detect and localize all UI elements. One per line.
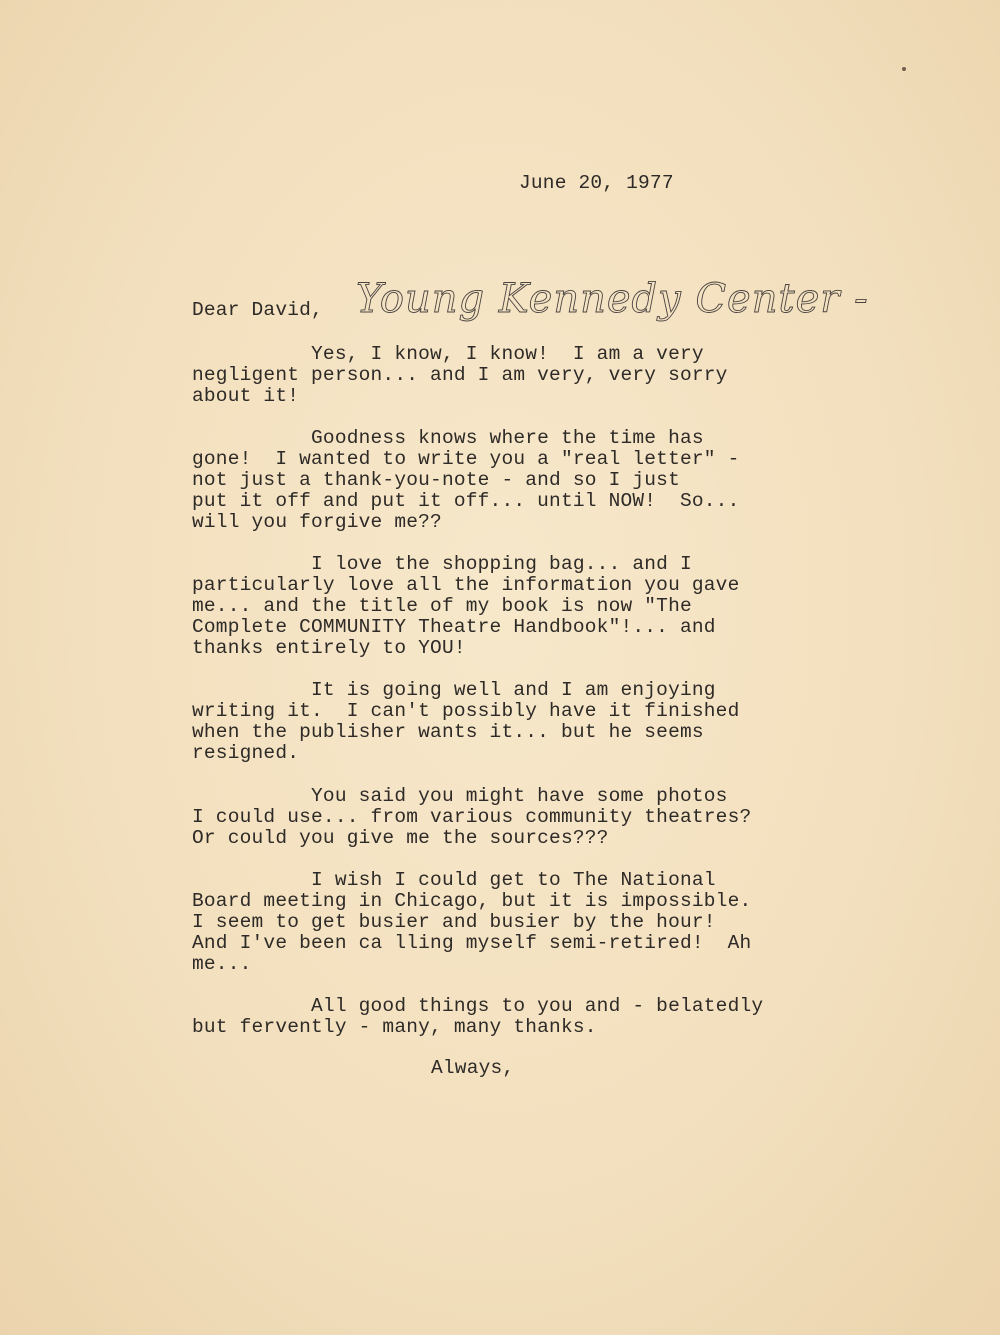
paragraph-board-meeting: I wish I could get to The National Board meeting in Chicago, but it is impossible. I seem to get busier and busier by the hour! And I've been ca lling myself semi-retired! Ah me...	[192, 869, 752, 975]
closing: Always,	[431, 1057, 515, 1079]
paragraph-photos: You said you might have some photos I could use... from various community theatres? Or could you give me the sources???	[192, 785, 752, 849]
paragraph-book-progress: It is going well and I am enjoying writing it. I can't possibly have it finished when the publisher wants it... but he seems resigned.	[192, 679, 740, 764]
paragraph-apology: Yes, I know, I know! I am a very negligent person... and I am very, very sorry about it!	[192, 343, 728, 407]
handwritten-note-text: Young Kennedy Center -	[356, 276, 869, 322]
paragraph-real-letter: Goodness knows where the time has gone! I wanted to write you a "real letter" - not just a thank-you-note - and so I just put it off and put it off... until NOW! So... will you forgive me??	[192, 427, 740, 533]
paragraph-thanks: All good things to you and - belatedly but fervently - many, many thanks.	[192, 995, 764, 1038]
handwritten-annotation	[352, 236, 872, 346]
letter-date: June 20, 1977	[519, 172, 674, 194]
salutation: Dear David,	[192, 299, 323, 321]
paper-speck	[902, 67, 906, 71]
paragraph-shopping-bag: I love the shopping bag... and I particularly love all the information you gave me... and the title of my book is now "The Complete COMMUNITY Theatre Handbook"!... and thanks entirely to YOU!	[192, 553, 740, 659]
